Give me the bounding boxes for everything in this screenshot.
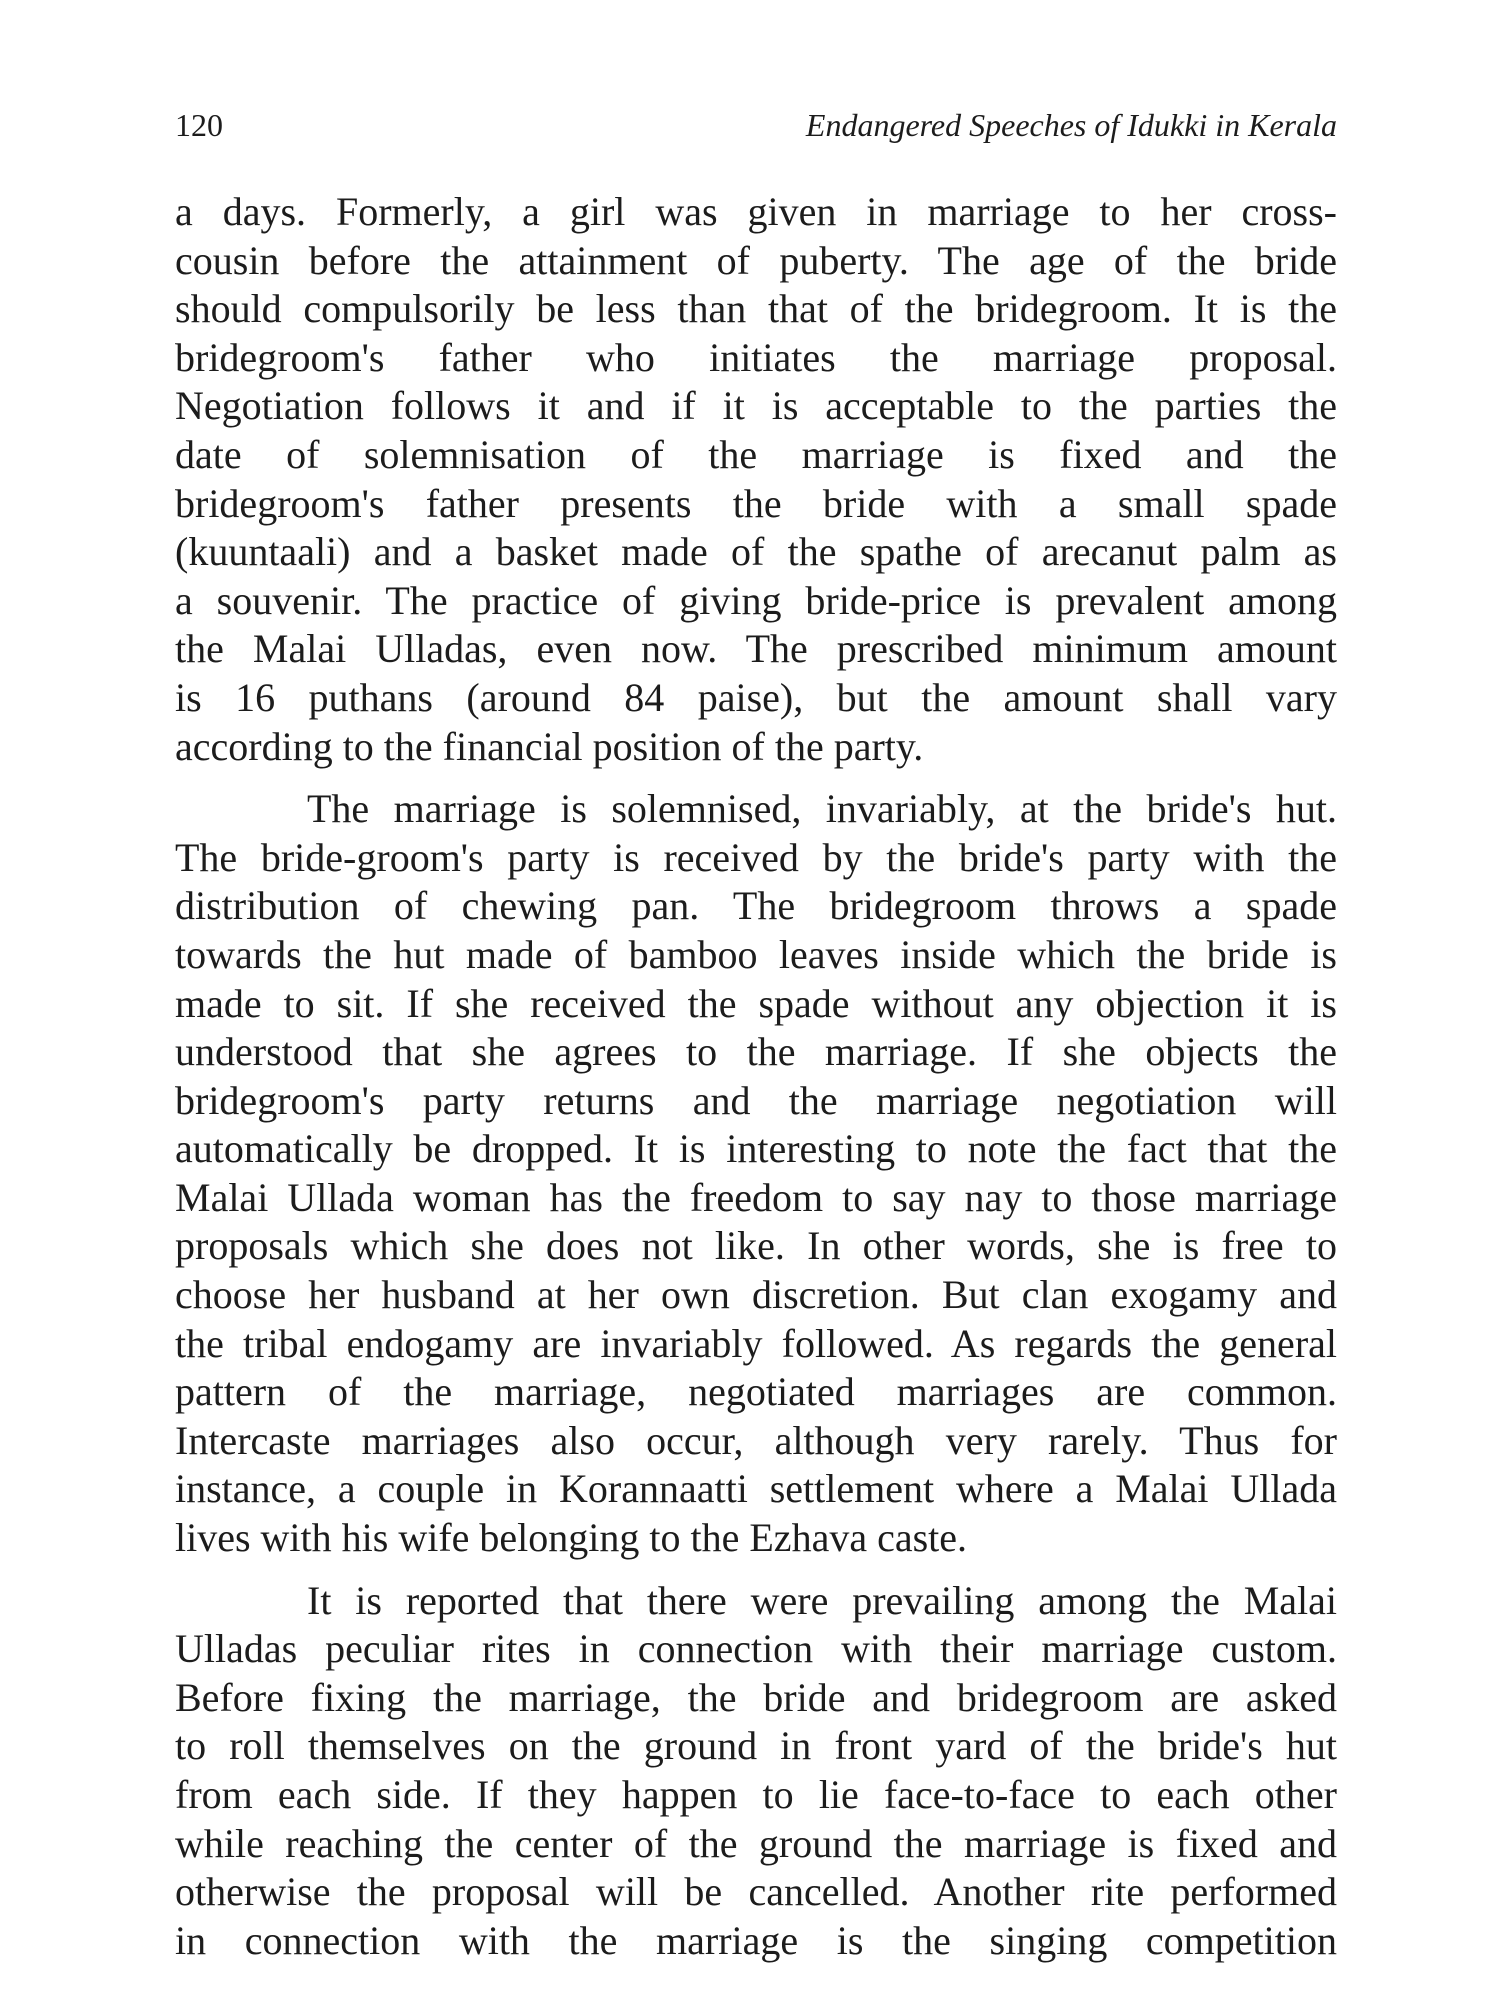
paragraph-1 <box>175 188 1337 771</box>
text-line: bridegroom's party returns and the marriage negotiation will <box>175 1077 1337 1123</box>
text-line: a souvenir. The practice of giving bride-price is prevalent among <box>175 577 1337 623</box>
text-line: is 16 puthans (around 84 paise), but the amount shall vary <box>175 674 1337 720</box>
body-text <box>175 188 1337 1965</box>
text-line: date of solemnisation of the marriage is fixed and the <box>175 431 1337 477</box>
text-line: understood that she agrees to the marriage. If she objects the <box>175 1029 1337 1075</box>
paragraph-2 <box>175 785 1337 1563</box>
text-line: pattern of the marriage, negotiated marriages are common. <box>175 1369 1337 1415</box>
text-line: Malai Ullada woman has the freedom to say nay to those marriage <box>175 1174 1337 1220</box>
text-line: while reaching the center of the ground the marriage is fixed and <box>175 1820 1337 1866</box>
text-line: lives with his wife belonging to the Ezhava caste. <box>175 1515 968 1561</box>
text-line: the Malai Ulladas, even now. The prescribed minimum amount <box>175 626 1337 672</box>
paragraph-3 <box>175 1577 1337 1966</box>
text-line: Before fixing the marriage, the bride and bridegroom are asked <box>175 1674 1337 1720</box>
text-line: according to the financial position of the party. <box>175 723 924 769</box>
text-line: proposals which she does not like. In other words, she is free to <box>175 1223 1337 1269</box>
text-line: The bride-groom's party is received by the bride's party with the <box>175 834 1337 880</box>
text-line: It is reported that there were prevailing among the Malai <box>307 1577 1337 1623</box>
text-line: a days. Formerly, a girl was given in marriage to her cross- <box>175 189 1337 234</box>
text-line: bridegroom's father who initiates the marriage proposal. <box>175 334 1337 380</box>
text-line: to roll themselves on the ground in front yard of the bride's hut <box>175 1723 1337 1769</box>
text-line: from each side. If they happen to lie face-to-face to each other <box>175 1772 1337 1817</box>
text-line: Intercaste marriages also occur, although very rarely. Thus for <box>175 1417 1337 1463</box>
text-line: Negotiation follows it and if it is acceptable to the parties the <box>175 383 1337 429</box>
text-line: bridegroom's father presents the bride with a small spade <box>175 480 1337 526</box>
running-title: Endangered Speeches of Idukki in Kerala <box>805 107 1337 143</box>
text-line: instance, a couple in Korannaatti settlement where a Malai Ullada <box>175 1466 1337 1512</box>
text-line: The marriage is solemnised, invariably, at the bride's hut. <box>307 786 1337 832</box>
text-line: towards the hut made of bamboo leaves inside which the bride is <box>175 931 1337 977</box>
text-line: made to sit. If she received the spade without any objection it is <box>175 980 1337 1026</box>
page-number: 120 <box>175 107 223 143</box>
text-line: cousin before the attainment of puberty. The age of the bride <box>175 237 1337 283</box>
text-line: (kuuntaali) and a basket made of the spathe of arecanut palm as <box>175 529 1337 575</box>
text-line: distribution of chewing pan. The bridegroom throws a spade <box>175 883 1337 929</box>
text-line: the tribal endogamy are invariably followed. As regards the general <box>175 1320 1337 1366</box>
running-head <box>175 103 1337 147</box>
text-line: should compulsorily be less than that of the bridegroom. It is the <box>175 286 1337 332</box>
text-line: otherwise the proposal will be cancelled. Another rite performed <box>175 1869 1337 1915</box>
text-line: in connection with the marriage is the singing competition <box>175 1917 1337 1963</box>
text-line: choose her husband at her own discretion. But clan exogamy and <box>175 1272 1337 1318</box>
text-line: automatically be dropped. It is interesting to note the fact that the <box>175 1126 1337 1172</box>
text-line: Ulladas peculiar rites in connection with their marriage custom. <box>175 1626 1337 1672</box>
